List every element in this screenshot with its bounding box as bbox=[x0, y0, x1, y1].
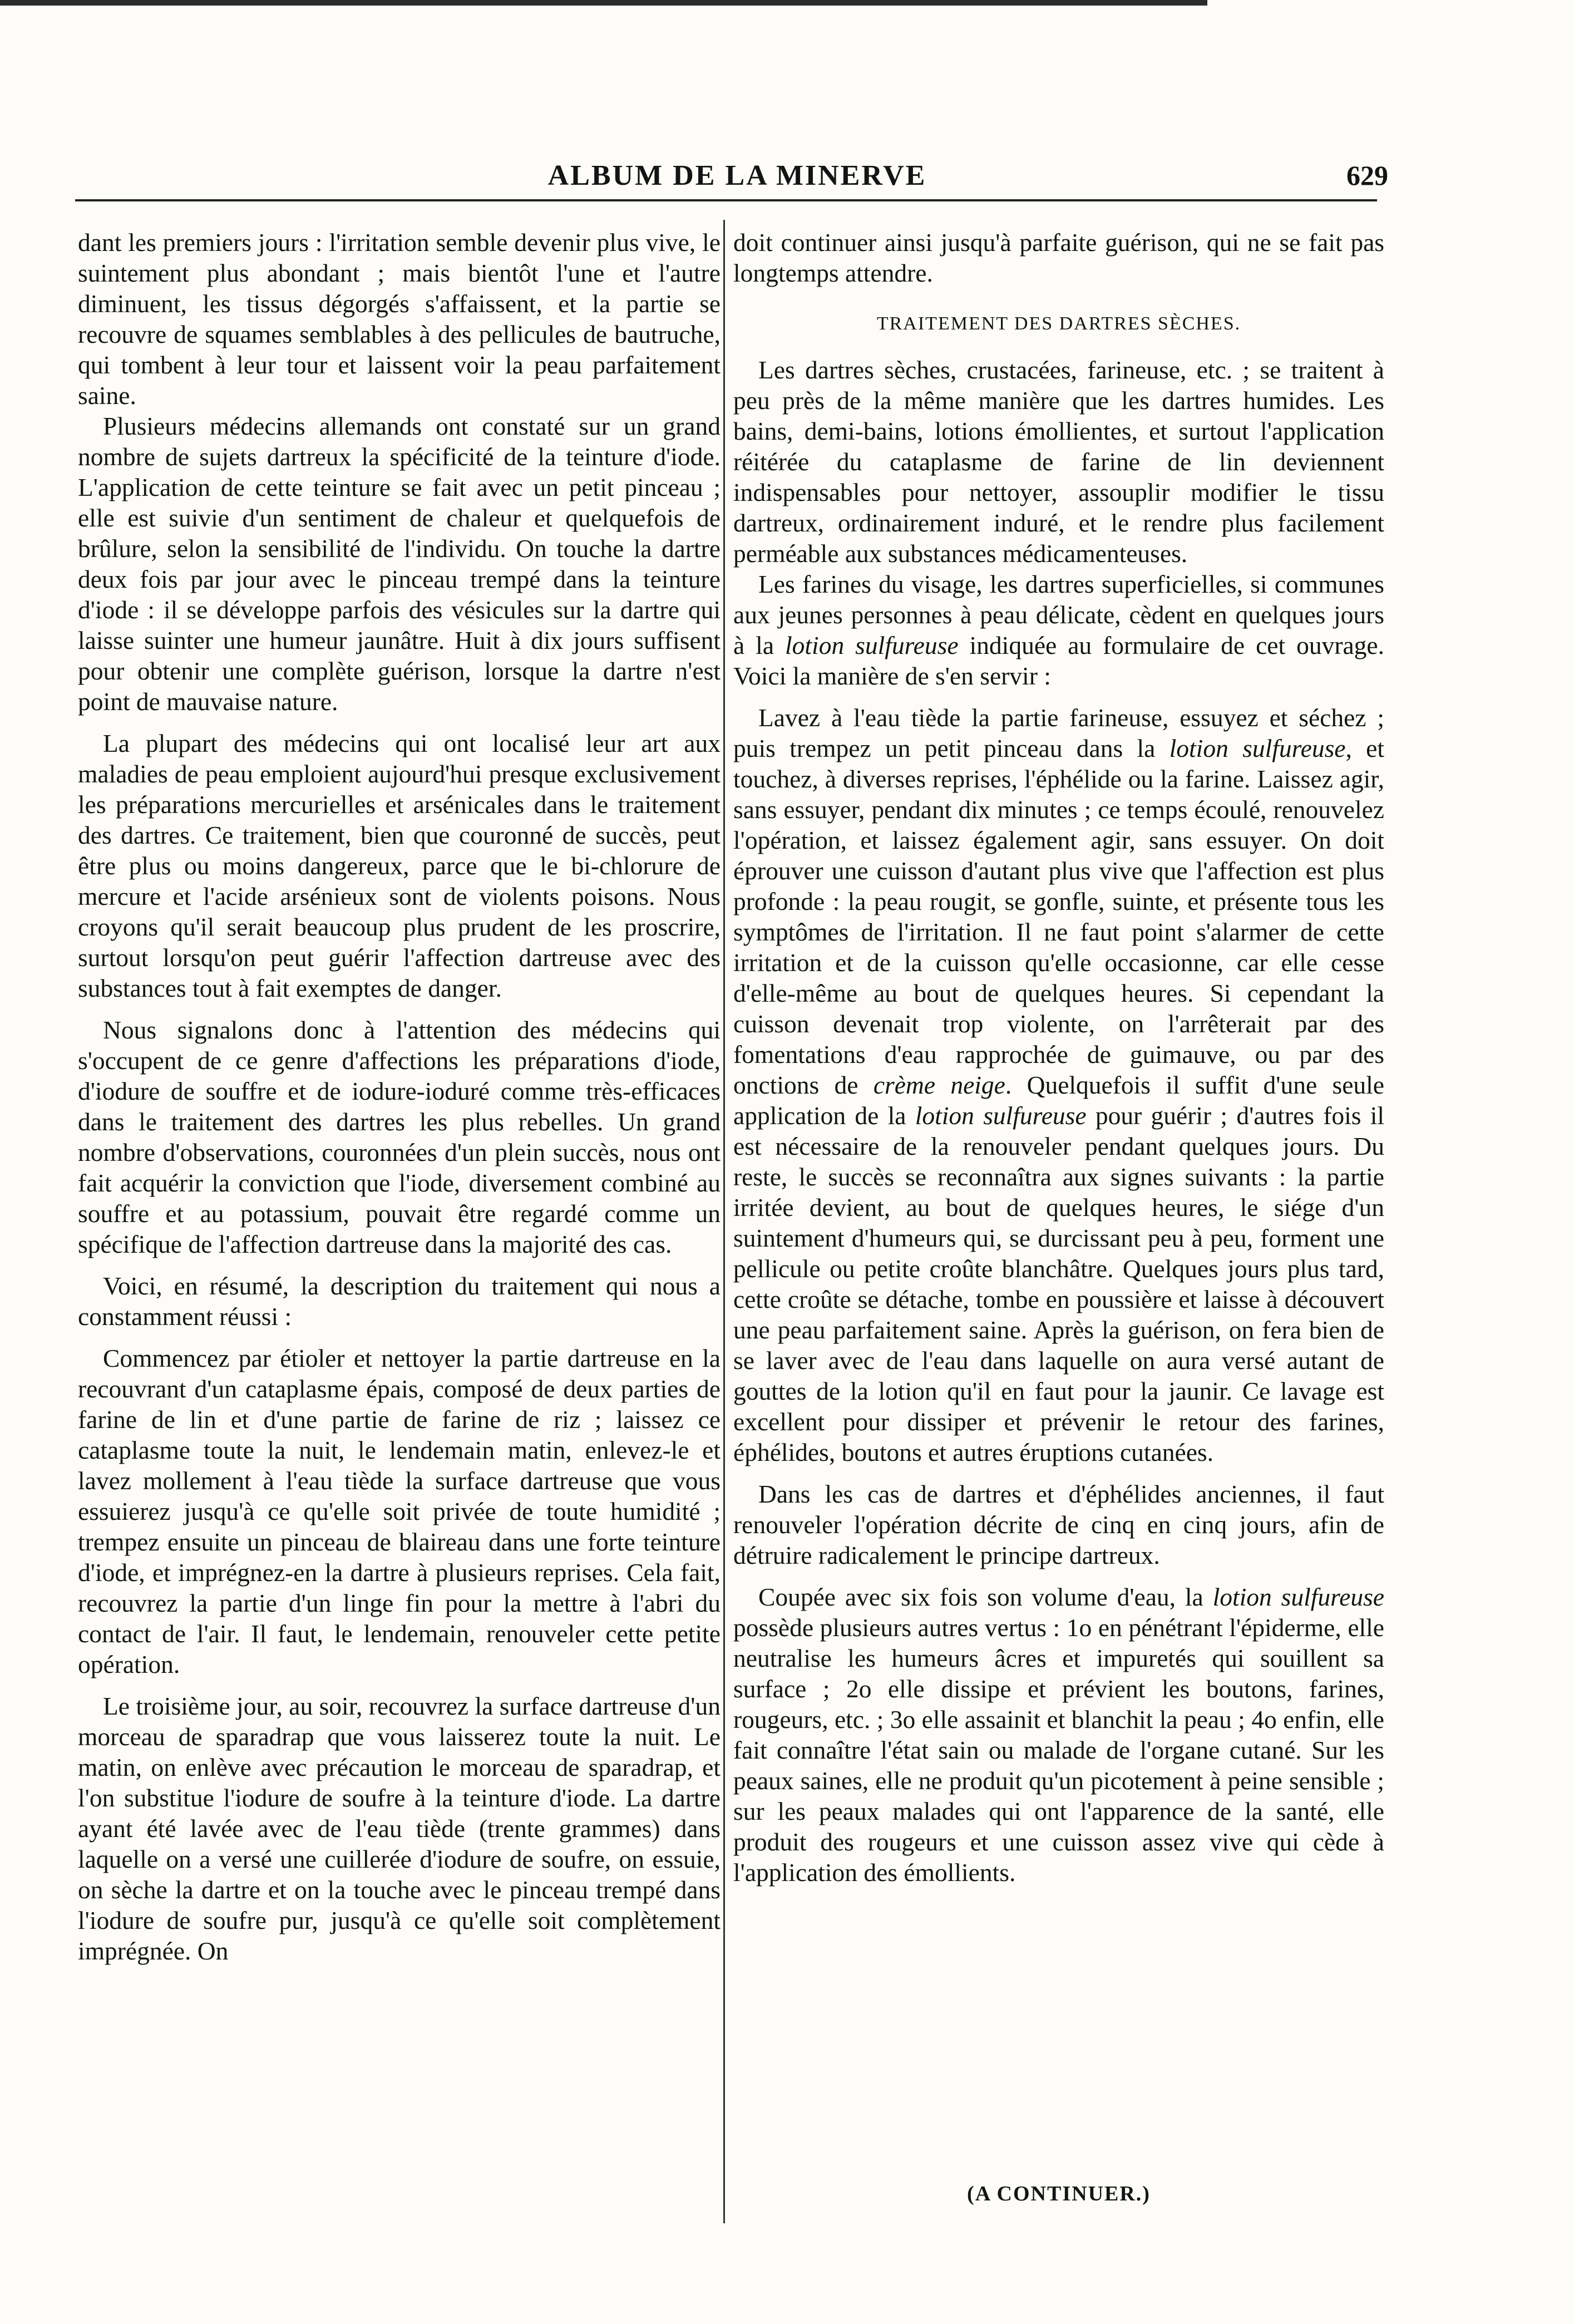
page-edge bbox=[0, 0, 1207, 6]
text-run: . Quelquefois il suffit d'une seule application de la bbox=[733, 1071, 1384, 1130]
paragraph bbox=[733, 569, 1384, 691]
continuation-note: (A CONTINUER.) bbox=[967, 2182, 1151, 2205]
text-run: possède plusieurs autres vertus : 1o en pénétrant l'épiderme, elle neutralise les humeurs âcres et impuretés qui souillent sa surface ; 2o elle dissipe et prévient les boutons, farines, rougeurs, etc. ; 3o elle assainit et blanchit la peau ; 4o enfin, elle fait connaître l'état sain ou malade de l'organe cutané. Sur les peaux saines, elle ne produit qu'un picotement à peine sensible ; sur les peaux malades qui ont l'apparence de la santé, elle produit des rougeurs et une cuisson assez vive qui cède à l'application des émollients. bbox=[733, 1613, 1384, 1887]
italic-term: crème neige bbox=[873, 1071, 1005, 1099]
page-number: 629 bbox=[1346, 160, 1388, 191]
paragraph: La plupart des médecins qui ont localisé leur art aux maladies de peau emploient aujourd'hui presque exclusivement les préparations mercurielles et arsénicales dans le traitement des dartres. Ce traitement, bien que couronné de succès, peut être plus ou moins dangereux, parce que le bi-chlorure de mercure et l'acide arsénieux sont de violents poisons. Nous croyons qu'il serait beaucoup plus prudent de les proscrire, surtout lorsqu'on peut guérir l'affection dartreuse avec des substances tout à fait exemptes de danger. bbox=[78, 729, 721, 1002]
column-divider bbox=[723, 220, 725, 2223]
text-run: indiquée au formulaire de cet ouvrage. Voici la manière de s'en servir : bbox=[733, 631, 1385, 690]
paragraph bbox=[733, 702, 1384, 1468]
paragraph: doit continuer ainsi jusqu'à parfaite guérison, qui ne se fait pas longtemps attendre. bbox=[733, 228, 1384, 287]
paragraph: dant les premiers jours : l'irritation semble devenir plus vive, le suintement plus abondant ; mais bientôt l'une et l'autre diminuent, les tissus dégorgés s'affaissent, et la partie se recouvre de squames semblables à des pellicules de bautruche, qui tombent à leur tour et laissent voir la peau parfaitement saine. bbox=[78, 228, 721, 410]
page-title: ALBUM DE LA MINERVE bbox=[547, 160, 927, 191]
left-column bbox=[78, 227, 721, 1966]
running-head bbox=[75, 157, 1399, 201]
paragraph bbox=[733, 1582, 1384, 1888]
right-column bbox=[733, 227, 1384, 1888]
paragraph: Dans les cas de dartres et d'éphélides anciennes, il faut renouveler l'opération décrite de cinq en cinq jours, afin de détruire radicalement le principe dartreux. bbox=[733, 1480, 1384, 1569]
text-run: Les farines du visage, les dartres superficielles, si communes aux jeunes personnes à peau délicate, cèdent en quelques jours à la bbox=[733, 570, 1384, 659]
italic-term: lotion sulfureuse bbox=[915, 1101, 1087, 1130]
paragraph: Nous signalons donc à l'attention des médecins qui s'occupent de ce genre d'affections les préparations d'iode, d'iodure de souffre et de iodure-ioduré comme très-efficaces dans le traitement des dartres les plus rebelles. Un grand nombre d'observations, couronnées d'un plein succès, nous ont fait acquérir la conviction que l'iode, diversement combiné au souffre et au potassium, pouvait être regardé comme un spécifique de l'affection dartreuse dans la majorité des cas. bbox=[78, 1016, 721, 1258]
text-run: Lavez à l'eau tiède la partie farineuse, essuyez et séchez ; puis trempez un petit pinceau dans la bbox=[733, 703, 1384, 762]
text-run: , et touchez, à diverses reprises, l'éphélide ou la farine. Laissez agir, sans essuyer, pendant dix minutes ; ce temps écoulé, renouvelez l'opération, et laissez également agir, sans essuyer. On doit éprouver une cuisson d'autant plus vive que l'affection est plus profonde : la peau rougit, se gonfle, suinte, et présente tous les symptômes de l'irritation. Il ne faut point s'alarmer de cette irritation et de la cuisson qu'elle occasionne, car elle cesse d'elle-même au bout de quelques heures. Si cependant la cuisson devenait trop violente, on l'arrêterait par des fomentations d'eau rapprochée de guimauve, ou par des onctions de bbox=[733, 734, 1385, 1099]
paragraph: Les dartres sèches, crustacées, farineuse, etc. ; se traitent à peu près de la même manière que les dartres humides. Les bains, demi-bains, lotions émollientes, et surtout l'application réitérée du cataplasme de farine de lin deviennent indispensables pour nettoyer, assouplir modifier le tissu dartreux, ordinairement induré, et le rendre plus facilement perméable aux substances médicamenteuses. bbox=[733, 356, 1384, 568]
italic-term: lotion sulfureuse bbox=[785, 631, 959, 659]
section-heading: TRAITEMENT DES DARTRES SÈCHES. bbox=[876, 313, 1241, 334]
paragraph: Commencez par étioler et nettoyer la partie dartreuse en la recouvrant d'un cataplasme épais, composé de deux parties de farine de lin et d'une partie de farine de riz ; laissez ce cataplasme toute la nuit, le lendemain matin, enlevez-le et lavez mollement à l'eau tiède la surface dartreuse que vous essuierez jusqu'à ce qu'elle soit privée de toute humidité ; trempez ensuite un pinceau de blaireau dans une forte teinture d'iode, et imprégnez-en la dartre à plusieurs reprises. Cela fait, recouvrez la partie d'un linge fin pour la mettre à l'abri du contact de l'air. Il faut, le lendemain, renouveler cette petite opération. bbox=[78, 1344, 721, 1678]
text-run: Coupée avec six fois son volume d'eau, la bbox=[758, 1583, 1213, 1611]
italic-term: lotion sulfureuse bbox=[1169, 734, 1346, 762]
paragraph: Le troisième jour, au soir, recouvrez la surface dartreuse d'un morceau de sparadrap que vous laisserez toute la nuit. Le matin, on enlève avec précaution le morceau de sparadrap, et l'on substitue l'iodure de soufre à la teinture d'iode. La dartre ayant été lavée avec de l'eau tiède (trente grammes) dans laquelle on a versé une cuillerée d'iodure de soufre, on essuie, on sèche la dartre et on la touche avec le pinceau trempé dans l'iodure de soufre pur, jusqu'à ce qu'elle soit complètement imprégnée. On bbox=[78, 1692, 721, 1965]
paragraph: Plusieurs médecins allemands ont constaté sur un grand nombre de sujets dartreux la spécificité de la teinture d'iode. L'application de cette teinture se fait avec un petit pinceau ; elle est suivie d'un sentiment de chaleur et quelquefois de brûlure, selon la sensibilité de l'individu. On touche la dartre deux fois par jour avec le pinceau trempé dans la teinture d'iode : il se développe parfois des vésicules sur la dartre qui laisse suinter une humeur jaunâtre. Huit à dix jours suffisent pour obtenir une complète guérison, lorsque la dartre n'est point de mauvaise nature. bbox=[78, 412, 721, 716]
header-rule bbox=[75, 199, 1377, 201]
text-run: pour guérir ; d'autres fois il est nécessaire de la renouveler pendant quelques jours. Du reste, le succès se reconnaîtra aux signes suivants : la partie irritée devient, au bout de quelques heures, le siége d'un suintement d'humeurs qui, se durcissant peu à peu, forment une pellicule ou petite croûte blanchâtre. Quelques jours plus tard, cette croûte se détache, tombe en poussière et laisse à découvert une peau parfaitement saine. Après la guérison, on fera bien de se laver avec de l'eau dans laquelle on aura versé autant de gouttes de la lotion qu'il en faut pour la jaunir. Ce lavage est excellent pour dissiper et prévenir le retour des farines, éphélides, boutons et autres éruptions cutanées. bbox=[733, 1101, 1384, 1466]
paragraph: Voici, en résumé, la description du traitement qui nous a constamment réussi : bbox=[78, 1272, 721, 1331]
italic-term: lotion sulfureuse bbox=[1212, 1583, 1385, 1611]
